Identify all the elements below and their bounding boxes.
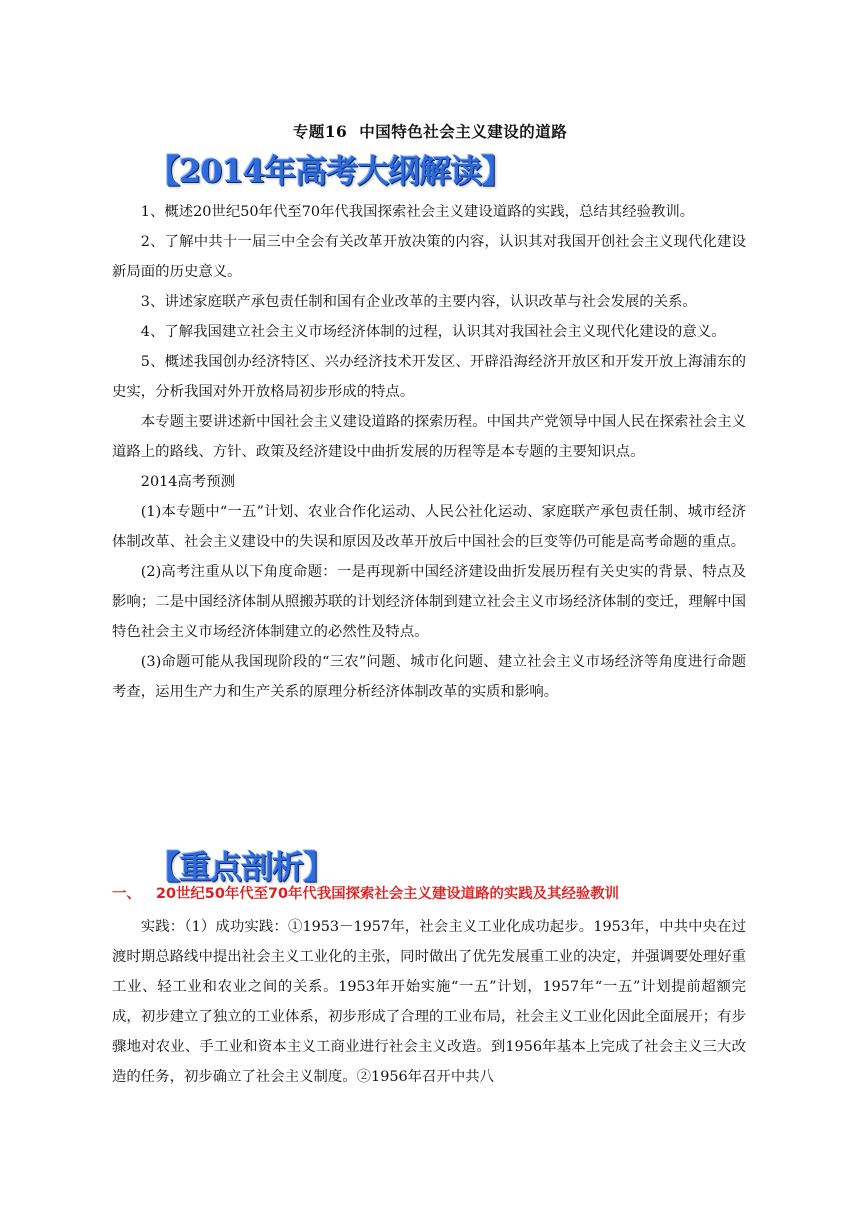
outline-item-3: 3、讲述家庭联产承包责任制和国有企业改革的主要内容，认识改革与社会发展的关系。 <box>140 294 697 310</box>
practice-paragraph: 实践：（1）成功实践：①1953－1957年，社会主义工业化成功起步。1953年，中共中央在过渡时期总路线中提出社会主义工业化的主张，同时做出了优先发展重工业的决定，并强调要处理好重工业、轻工业和农业之间的关系。1953年开始实施“一五”计划，1957年“一五”计划提前超额完成，初步建立了独立的工业体系，初步形成了合理的工业布局，社会主义工业化因此全面展开；有步骤地对农业、手工业和资本主义工商业进行社会主义改造。到1956年基本上完成了社会主义三大改造的任务，初步确立了社会主义制度。②1956年召开中共八 <box>112 919 746 1085</box>
outline-item-4: 4、了解我国建立社会主义市场经济体制的过程，认识其对我国社会主义现代化建设的意义。 <box>140 324 726 340</box>
outline-block <box>112 197 746 707</box>
title-text: 中国特色社会主义建设的道路 <box>359 122 568 141</box>
forecast-item-3: (3)命题可能从我国现阶段的“三农”问题、城市化问题、建立社会主义市场经济等角度进行命题考查，运用生产力和生产关系的原理分析经济体制改革的实质和影响。 <box>112 654 746 700</box>
banner-outline: 【2014年高考大纲解读】 <box>148 152 513 190</box>
forecast-item-1: (1)本专题中“一五”计划、农业合作化运动、人民公社化运动、家庭联产承包责任制、城市经济体制改革、社会主义建设中的失误和原因及改革开放后中国社会的巨变等仍可能是高考命题的重点。 <box>112 504 746 550</box>
section-title: 20世纪50年代至70年代我国探索社会主义建设道路的实践及其经验教训 <box>156 886 620 902</box>
page-title <box>0 120 860 142</box>
section-heading <box>112 882 752 903</box>
summary-paragraph: 本专题主要讲述新中国社会主义建设道路的探索历程。中国共产党领导中国人民在探索社会主义道路上的路线、方针、政策及经济建设中曲折发展的历程等是本专题的主要知识点。 <box>112 414 746 460</box>
forecast-item-2: (2)高考注重从以下角度命题：一是再现新中国经济建设曲折发展历程有关史实的背景、特点及影响；二是中国经济体制从照搬苏联的计划经济体制到建立社会主义市场经济体制的变迁，理解中国特色社会主义市场经济体制建立的必然性及特点。 <box>112 564 746 640</box>
forecast-label: 2014高考预测 <box>140 474 235 490</box>
outline-item-5: 5、概述我国创办经济特区、兴办经济技术开发区、开辟沿海经济开放区和开发开放上海浦东的史实，分析我国对外开放格局初步形成的特点。 <box>112 354 746 400</box>
section-number: 一、 <box>112 886 141 902</box>
banner-focus: 【重点剖析】 <box>148 848 335 886</box>
outline-item-2: 2、了解中共十一届三中全会有关改革开放决策的内容，认识其对我国开创社会主义现代化建设新局面的历史意义。 <box>112 234 746 280</box>
title-prefix: 专题16 <box>292 122 348 141</box>
outline-item-1: 1、概述20世纪50年代至70年代我国探索社会主义建设道路的实践，总结其经验教训。 <box>140 204 695 220</box>
practice-block <box>112 912 746 1092</box>
